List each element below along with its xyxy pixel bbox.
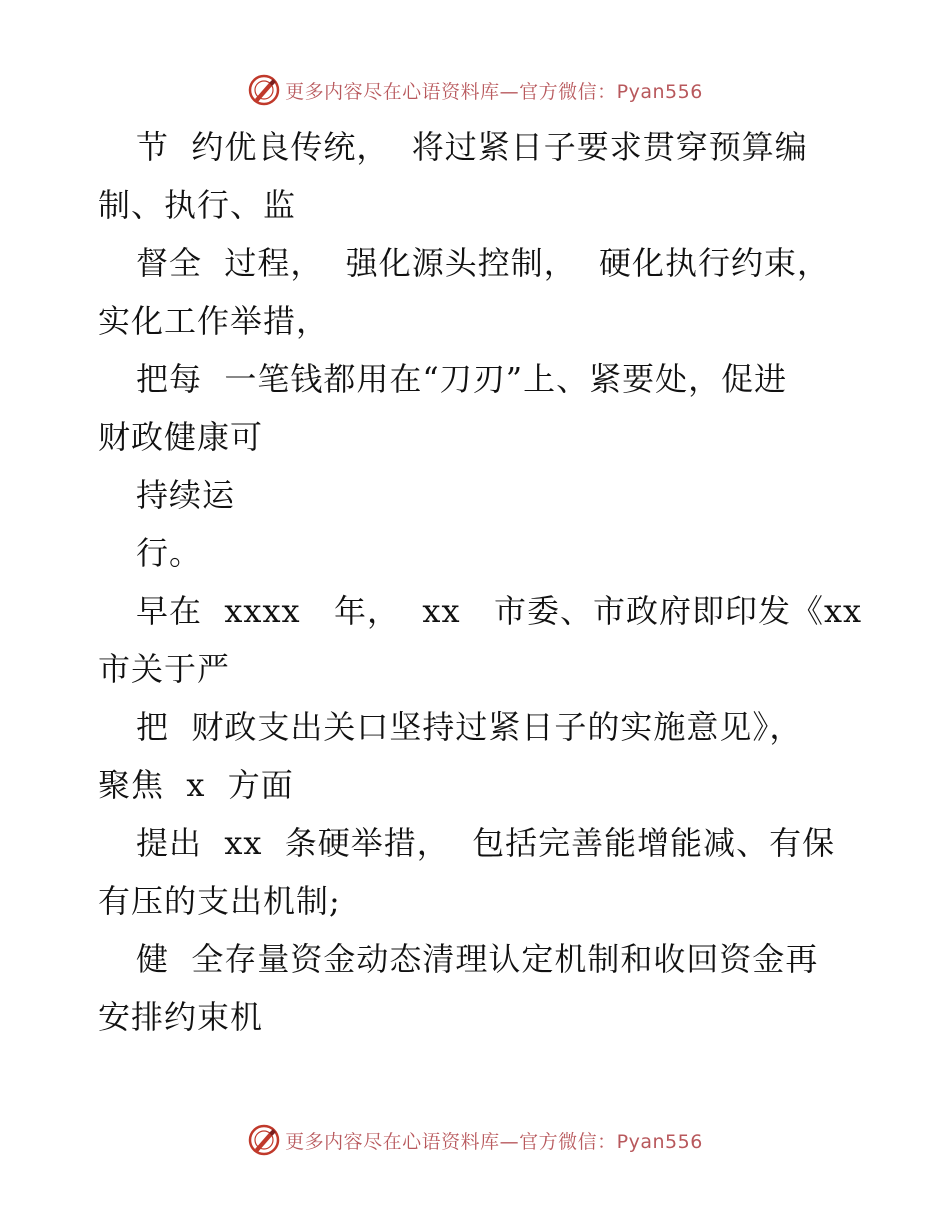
pen-logo-icon — [247, 73, 281, 107]
text-line: 市关于严 — [98, 650, 231, 688]
document-body — [98, 118, 863, 1046]
footer-watermark-text: 更多内容尽在心语资料库—官方微信：Pyan556 — [285, 1130, 703, 1153]
text-line: 财政健康可 — [98, 418, 264, 456]
pen-logo-icon — [247, 1123, 281, 1157]
text-line: 早在 xxxx 年， xx 市委、市政府即印发《xx — [136, 592, 863, 630]
text-line: 有压的支出机制; — [98, 882, 341, 920]
text-line: 健 全存量资金动态清理认定机制和收回资金再 — [136, 940, 819, 978]
footer-watermark — [0, 1120, 950, 1160]
text-line: 督全 过程， 强化源头控制， 硬化执行约束， — [136, 244, 831, 282]
header-watermark — [0, 70, 950, 110]
text-line: 节 约优良传统， 将过紧日子要求贯穿预算编 — [136, 128, 808, 166]
text-line: 制、执行、监 — [98, 186, 297, 224]
text-line: 行。 — [136, 534, 203, 572]
text-line: 把 财政支出关口坚持过紧日子的实施意见》， — [136, 708, 803, 746]
text-line: 持续运 — [136, 476, 236, 514]
text-line: 聚焦 x 方面 — [98, 766, 294, 804]
text-line: 把每 一笔钱都用在“刀刃”上、紧要处，促进 — [136, 360, 788, 398]
text-line: 安排约束机 — [98, 998, 264, 1036]
text-line: 实化工作举措， — [98, 302, 330, 340]
text-line: 提出 xx 条硬举措， 包括完善能增能减、有保 — [136, 824, 836, 862]
header-watermark-text: 更多内容尽在心语资料库—官方微信：Pyan556 — [285, 80, 703, 103]
